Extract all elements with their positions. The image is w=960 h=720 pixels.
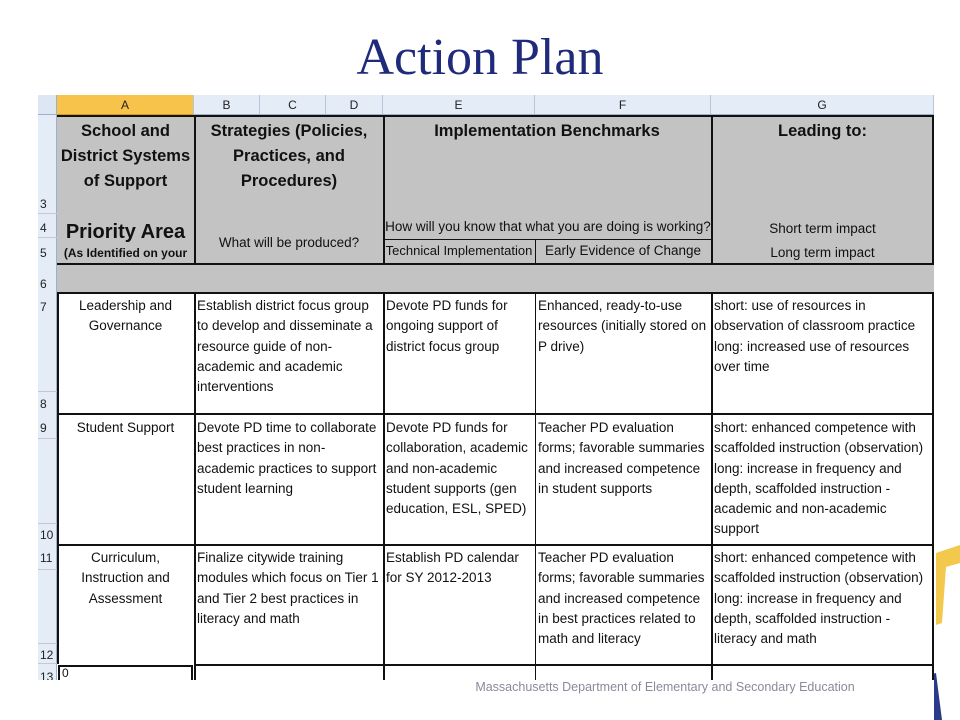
row2-area[interactable]: Student Support — [76, 420, 175, 435]
row-divider — [38, 523, 57, 524]
row-divider — [38, 438, 57, 439]
select-all-corner[interactable] — [38, 95, 57, 115]
row3-early-evidence[interactable]: Teacher PD evaluation forms; favorable summaries and increased competence in best practices related to math and literacy — [538, 550, 705, 647]
row2-technical[interactable]: Devote PD funds for collaboration, academic and non-academic student supports (gen education, ESL, SPED) — [386, 420, 528, 517]
spreadsheet — [38, 95, 934, 680]
row3-impact[interactable]: short: enhanced competence with scaffolded instruction (observation) long: increase in frequency and depth, scaffolded instruction - literacy and math — [714, 550, 924, 647]
column-header-c[interactable]: C — [260, 95, 326, 115]
row-header-3[interactable]: 3 — [40, 197, 47, 211]
grid-line — [57, 292, 934, 294]
grid-line — [57, 263, 934, 265]
grid-line — [711, 292, 713, 680]
header-as-identified: (As Identified on your — [63, 246, 188, 260]
row-header-7[interactable]: 7 — [40, 300, 47, 314]
grid-line — [194, 292, 196, 680]
header-what-produced: What will be produced? — [218, 235, 360, 250]
column-header-e[interactable]: E — [383, 95, 535, 115]
header-priority-area: Priority Area — [65, 221, 186, 243]
header-strategies: Strategies (Policies, Practices, and Procedures) — [210, 122, 368, 190]
row-header-9[interactable]: 9 — [40, 421, 47, 435]
grid-line — [57, 413, 934, 415]
row2-strategy[interactable]: Devote PD time to collaborate best practices in non-academic practices to support student learning — [197, 420, 377, 496]
row-header-10[interactable]: 10 — [40, 528, 54, 542]
row-header-8[interactable]: 8 — [40, 397, 47, 411]
grid-line — [383, 239, 711, 240]
row1-impact[interactable]: short: use of resources in observation of classroom practice long: increased use of resources over time — [714, 298, 916, 374]
row1-area[interactable]: Leadership and Governance — [78, 298, 173, 334]
row3-technical[interactable]: Establish PD calendar for SY 2012-2013 — [386, 550, 519, 586]
separator-row-6 — [57, 265, 934, 292]
row-divider — [38, 643, 57, 644]
grid-line — [194, 664, 934, 666]
row2-early-evidence[interactable]: Teacher PD evaluation forms; favorable summaries and increased competence in student supports — [538, 420, 705, 496]
column-header-g[interactable]: G — [711, 95, 934, 115]
row2-impact[interactable]: short: enhanced competence with scaffolded instruction (observation) long: increase in frequency and depth, scaffolded instruction - academic and non-academic support — [714, 420, 924, 537]
row3-strategy[interactable]: Finalize citywide training modules which focus on Tier 1 and Tier 2 best practices in literacy and math — [197, 550, 379, 626]
row-divider — [38, 213, 57, 214]
column-header-d[interactable]: D — [326, 95, 383, 115]
slide-title: Action Plan — [356, 29, 604, 86]
row-header-4[interactable]: 4 — [40, 221, 47, 235]
grid-line — [57, 544, 934, 546]
grid-line — [194, 115, 196, 265]
grid-line — [535, 239, 536, 264]
row-divider — [38, 391, 57, 392]
header-leading-to: Leading to: — [778, 122, 867, 140]
header-benchmarks: Implementation Benchmarks — [434, 122, 660, 140]
row-header-13[interactable]: 13 — [40, 670, 54, 680]
grid-line — [711, 115, 713, 265]
row-header-5[interactable]: 5 — [40, 246, 47, 260]
column-header-f[interactable]: F — [535, 95, 711, 115]
slide-footer: Massachusetts Department of Elementary and Secondary Education — [475, 680, 855, 694]
row-header-11[interactable]: 11 — [40, 551, 53, 565]
header-long-term: Long term impact — [770, 245, 875, 260]
grid-line — [383, 292, 385, 680]
header-systems: School and District Systems of Support — [60, 122, 191, 190]
row-header-6[interactable]: 6 — [40, 277, 47, 291]
header-short-term: Short term impact — [769, 221, 876, 236]
row1-strategy[interactable]: Establish district focus group to develop and disseminate a resource guide of non-academic and academic interventions — [197, 298, 373, 395]
row-divider — [38, 237, 57, 238]
grid-line — [383, 115, 385, 265]
row-divider — [38, 663, 57, 664]
row-divider — [38, 569, 57, 570]
column-header-b[interactable]: B — [194, 95, 260, 115]
row1-technical[interactable]: Devote PD funds for ongoing support of district focus group — [386, 298, 508, 354]
column-header-a[interactable]: A — [57, 95, 194, 115]
grid-line — [57, 292, 59, 664]
row3-area[interactable]: Curriculum, Instruction and Assessment — [81, 550, 170, 606]
header-early-evidence: Early Evidence of Change — [544, 243, 702, 258]
grid-line — [932, 115, 934, 265]
header-technical: Technical Implementation — [385, 243, 533, 258]
row1-early-evidence[interactable]: Enhanced, ready-to-use resources (initially stored on P drive) — [538, 298, 707, 354]
header-how-know: How will you know that what you are doing is working? — [385, 219, 711, 234]
grid-line — [535, 292, 536, 680]
logo-emblem-icon — [934, 545, 960, 720]
grid-line — [57, 115, 934, 117]
row-header-12[interactable]: 12 — [40, 648, 54, 662]
active-cell-a13[interactable]: 0 — [58, 665, 193, 680]
